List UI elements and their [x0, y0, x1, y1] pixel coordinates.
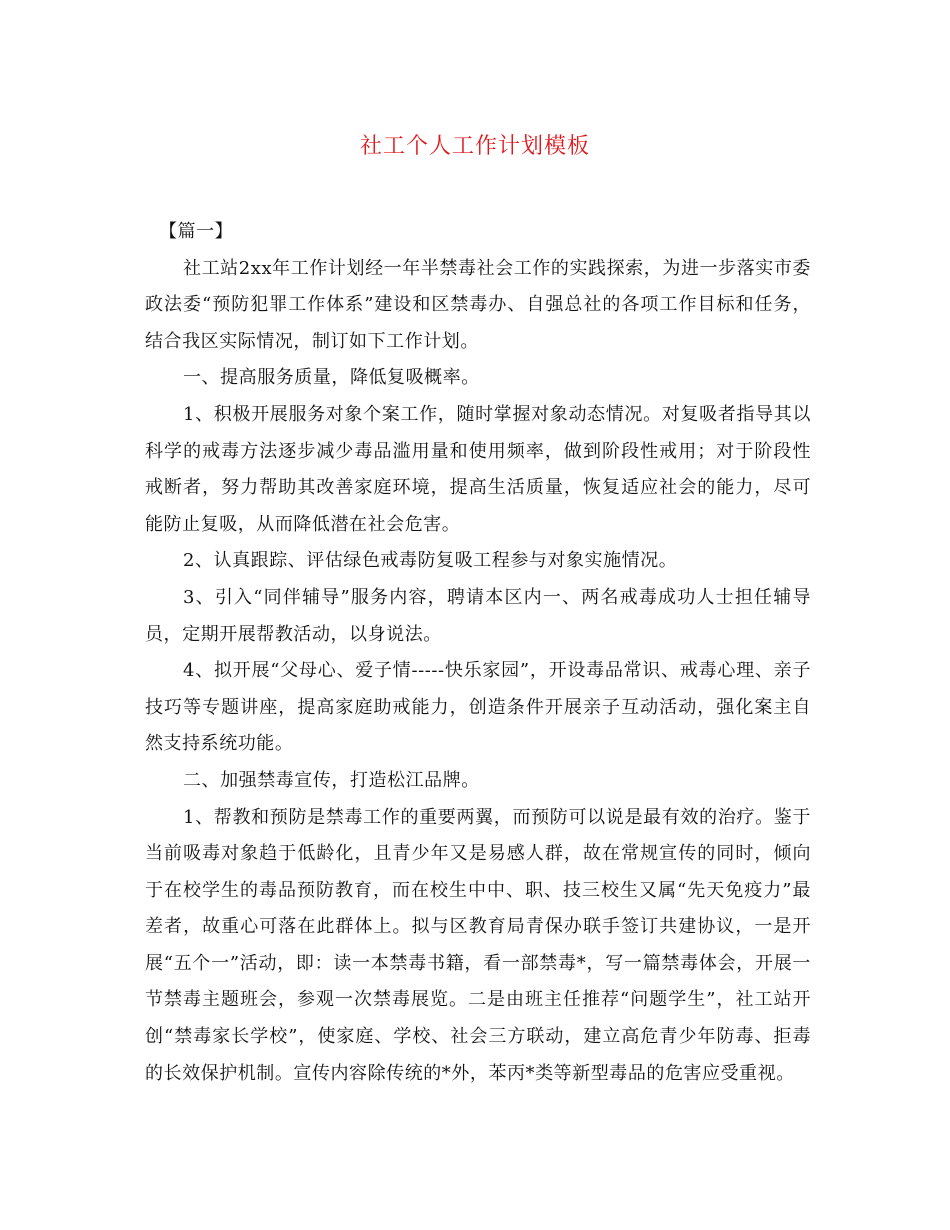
- document-body: [145, 214, 811, 1092]
- heading-section-2: 二、加强禁毒宣传，打造松江品牌。: [183, 769, 480, 791]
- section-label: 【篇一】: [159, 221, 234, 242]
- heading-section-1: 一、提高服务质量，降低复吸概率。: [183, 367, 480, 389]
- paragraph-item-1-2: 2、认真跟踪、评估绿色戒毒防复吸工程参与对象实施情况。: [183, 550, 678, 572]
- paragraph-item-1-4: 4、拟开展“父母心、爱子情-----快乐家园”，开设毒品常识、戒毒心理、亲子技巧等专题讲座，提高家庭助戒能力，创造条件开展亲子互动活动，强化案主自然支持系统功能。: [145, 660, 811, 755]
- paragraph-item-1-1: 1、积极开展服务对象个案工作，随时掌握对象动态情况。对复吸者指导其以科学的戒毒方法逐步减少毒品滥用量和使用频率，做到阶段性戒用；对于阶段性戒断者，努力帮助其改善家庭环境，提高生活质量，恢复适应社会的能力，尽可能防止复吸，从而降低潜在社会危害。: [145, 403, 811, 535]
- paragraph-intro: 社工站2xx年工作计划经一年半禁毒社会工作的实践探索，为进一步落实市委政法委“预防犯罪工作体系”建设和区禁毒办、自强总社的各项工作目标和任务，结合我区实际情况，制订如下工作计划。: [145, 257, 811, 352]
- document-title: 社工个人工作计划模板: [359, 134, 590, 159]
- paragraph-item-1-3: 3、引入“同伴辅导”服务内容，聘请本区内一、两名戒毒成功人士担任辅导员，定期开展帮教活动，以身说法。: [145, 586, 811, 645]
- paragraph-item-2-1: 1、帮教和预防是禁毒工作的重要两翼，而预防可以说是最有效的治疗。鉴于当前吸毒对象趋于低龄化，且青少年又是易感人群，故在常规宣传的同时，倾向于在校学生的毒品预防教育，而在校生中中、职、技三校生又属“先天免疫力”最差者，故重心可落在此群体上。拟与区教育局青保办联手签订共建协议，一是开展“五个一”活动，即：读一本禁毒书籍，看一部禁毒*，写一篇禁毒体会，开展一节禁毒主题班会，参观一次禁毒展览。二是由班主任推荐“问题学生”，社工站开创“禁毒家长学校”，使家庭、学校、社会三方联动，建立高危青少年防毒、拒毒的长效保护机制。宣传内容除传统的*外，苯丙*类等新型毒品的危害应受重视。: [145, 806, 811, 1084]
